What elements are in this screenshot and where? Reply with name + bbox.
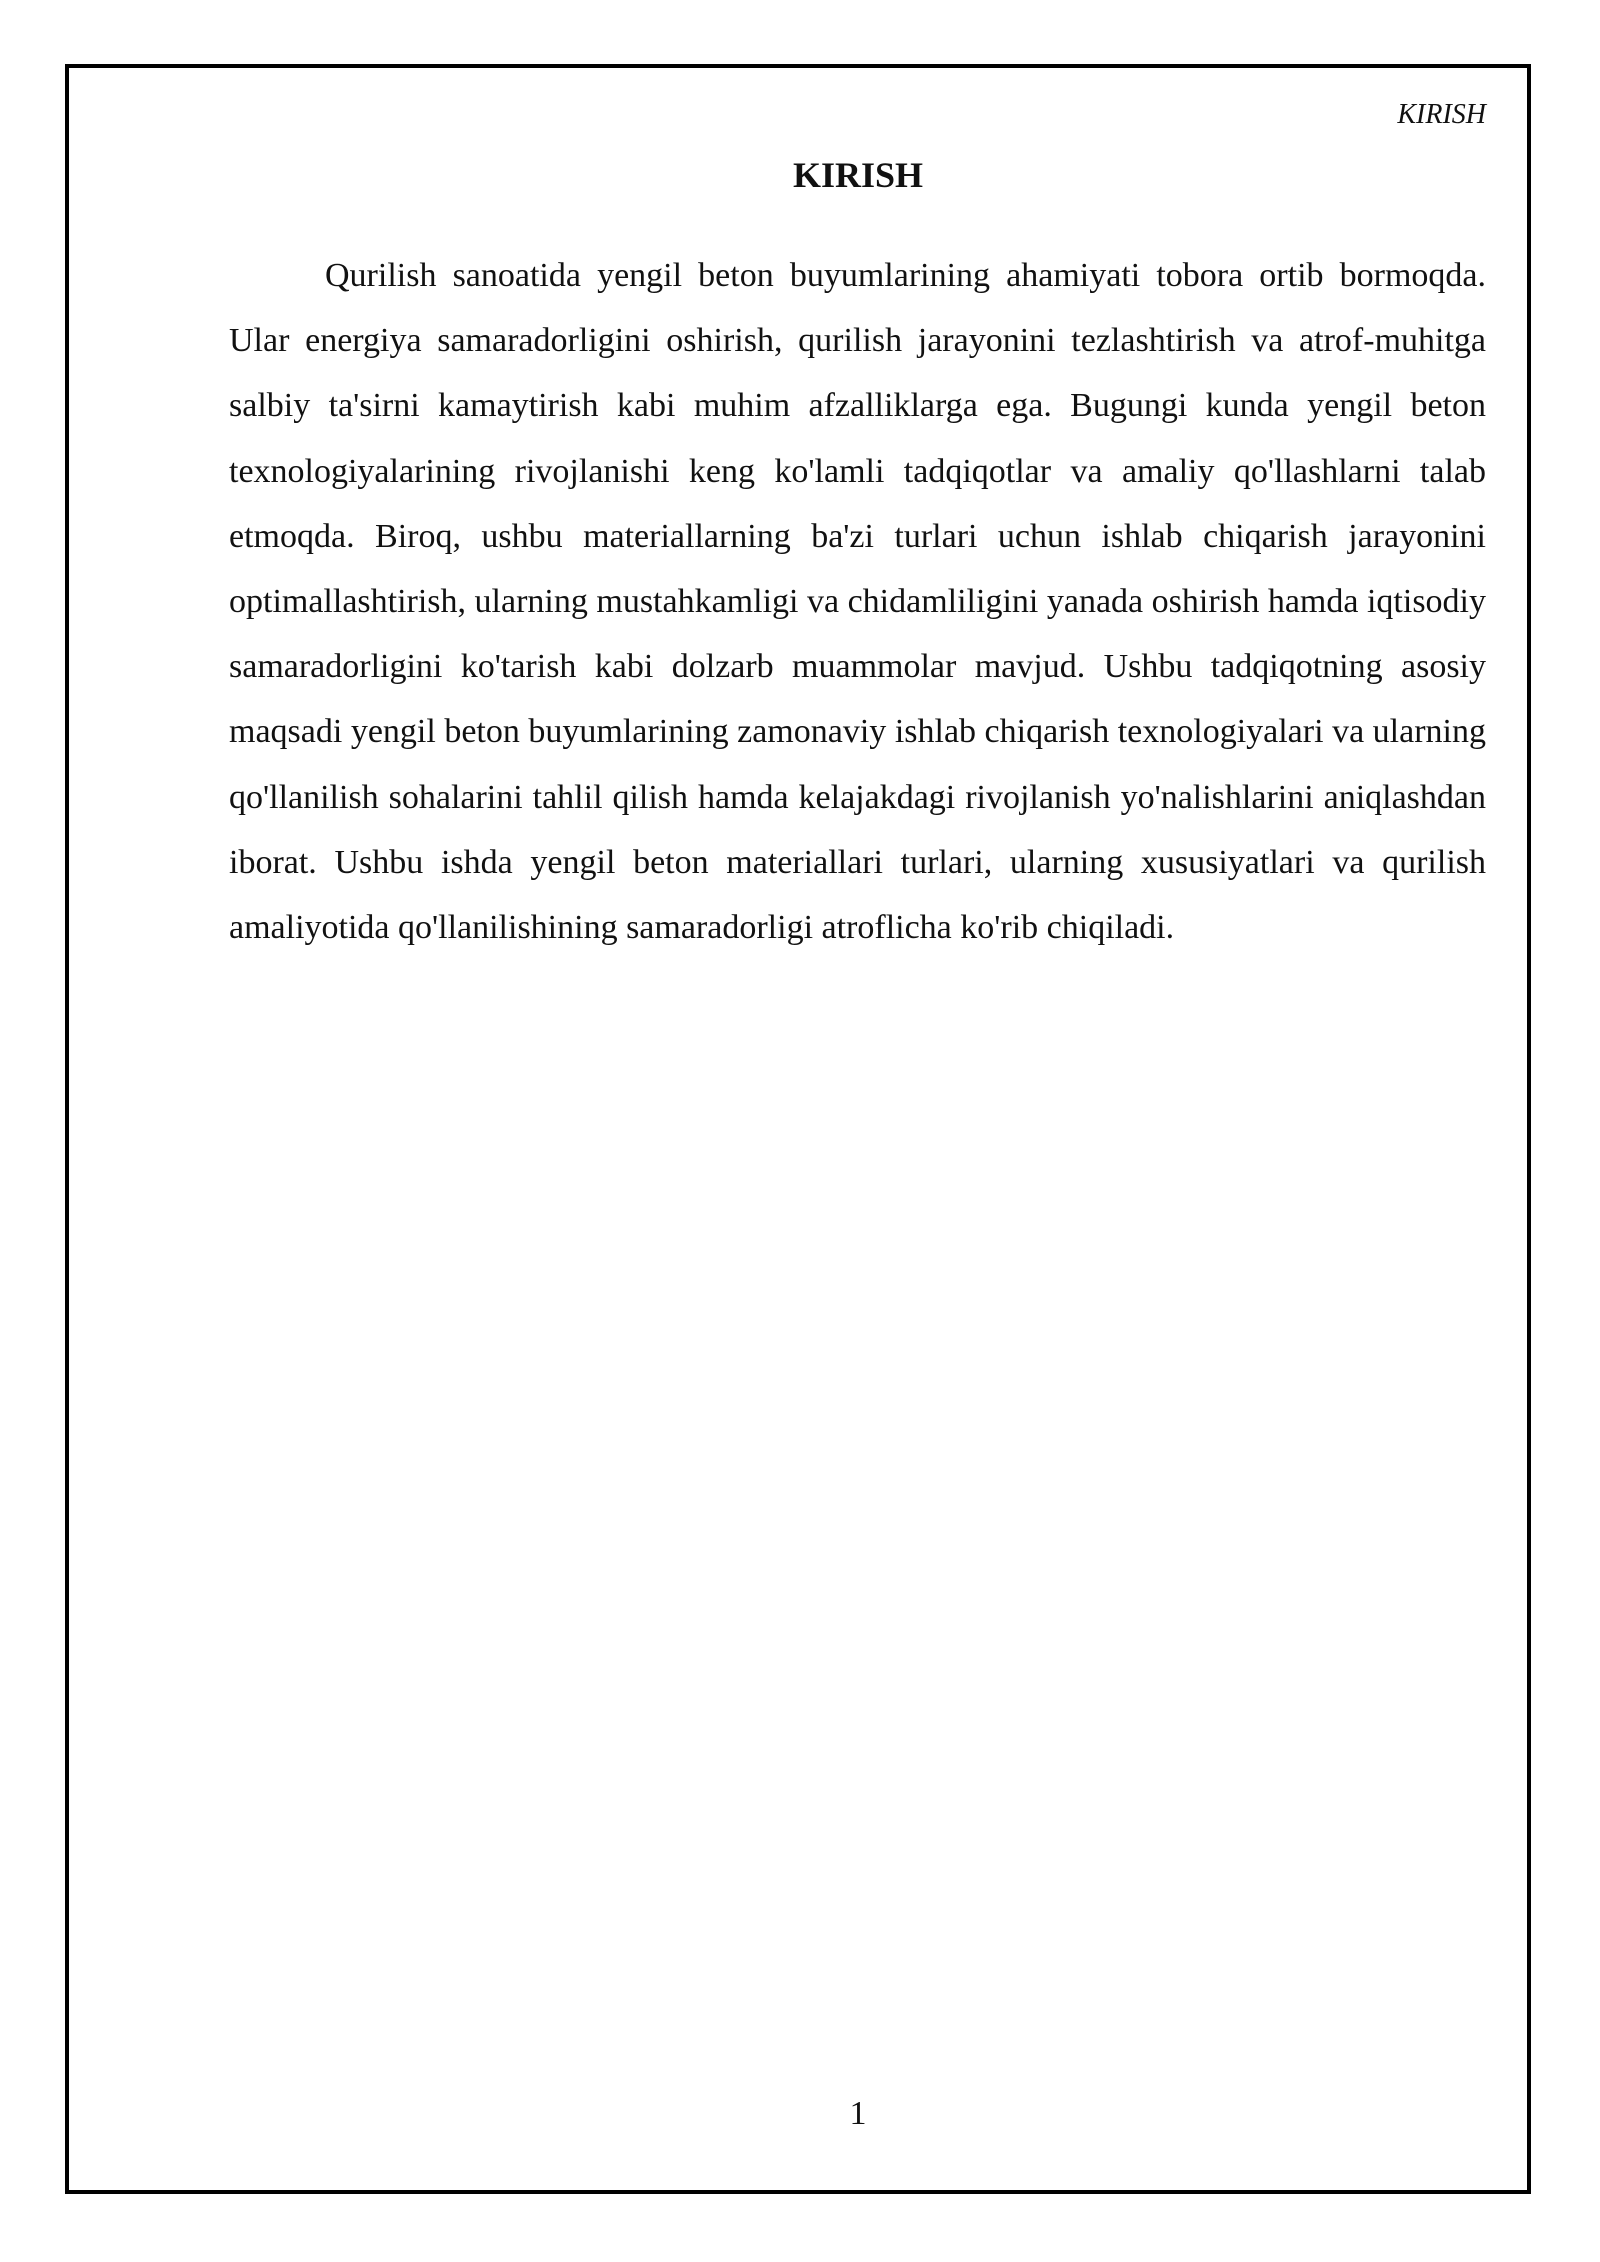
running-header: KIRISH [1397,99,1486,130]
page-number: 1 [849,2095,867,2132]
body-paragraph: Qurilish sanoatida yengil beton buyumlarining ahamiyati tobora ortib bormoqda. Ular energiya samaradorligini oshirish, qurilish jarayonini tezlashtirish va atrof-muhitga salbiy ta'sirni kamaytirish kabi muhim afzalliklarga ega. Bugungi kunda yengil beton texnologiyalarining rivojlanishi keng ko'lamli tadqiqotlar va amaliy qo'llashlarni talab etmoqda. Biroq, ushbu materiallarning ba'zi turlari uchun ishlab chiqarish jarayonini optimallashtirish, ularning mustahkamligi va chidamliligini yanada oshirish hamda iqtisodiy samaradorligini ko'tarish kabi dolzarb muammolar mavjud. Ushbu tadqiqotning asosiy maqsadi yengil beton buyumlarining zamonaviy ishlab chiqarish texnologiyalari va ularning qo'llanilish sohalarini tahlil qilish hamda kelajakdagi rivojlanish yo'nalishlarini aniqlashdan iborat. Ushbu ishda yengil beton materiallari turlari, ularning xususiyatlari va qurilish amaliyotida qo'llanilishining samaradorligi atroflicha ko'rib chiqiladi. [229,257,1486,947]
page-title: KIRISH [792,155,924,195]
